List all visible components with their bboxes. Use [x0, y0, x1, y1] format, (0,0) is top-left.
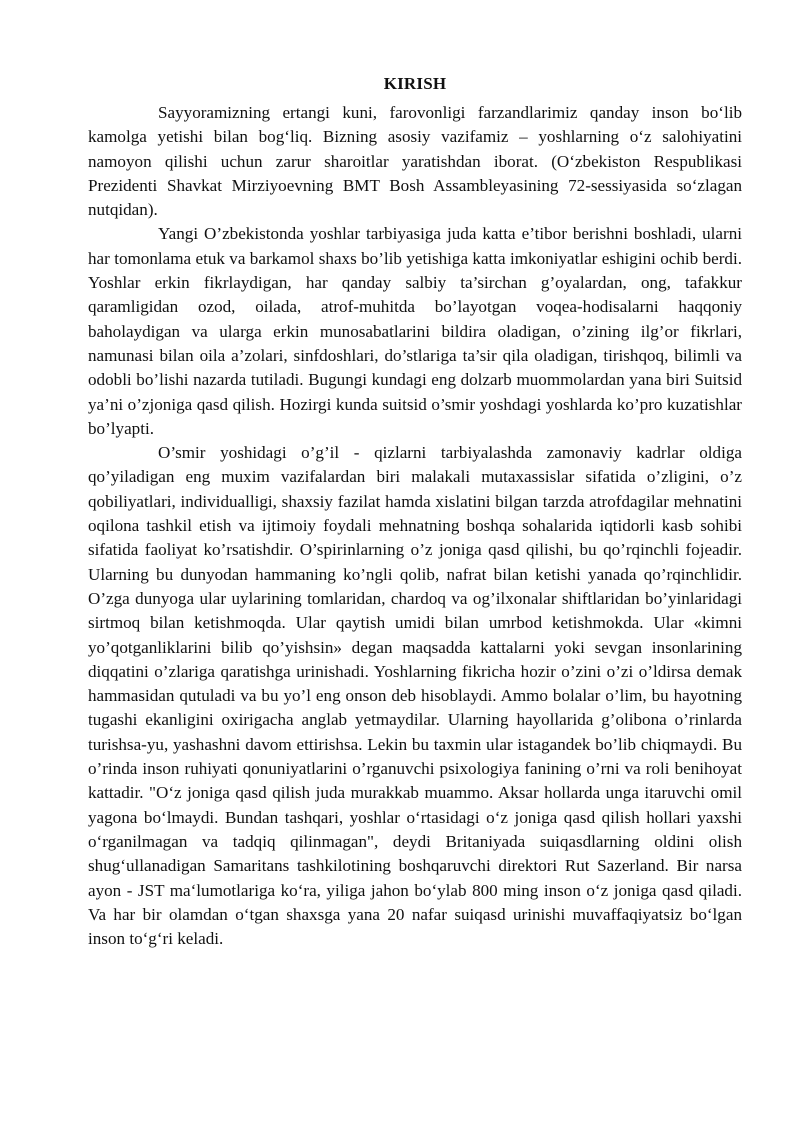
- document-page: [88, 74, 742, 951]
- paragraph-3: O’smir yoshidagi o’g’il - qizlarni tarbiyalashda zamonaviy kadrlar oldiga qo’yiladigan eng muxim vazifalardan biri malakali mutaxassislar sifatida o’zligini, o’z qobiliyatlari, individualligi, shaxsiy fazilat hamda xislatini bilgan tarzda atrofdagilar mehnatini oqilona tashkil etish va ijtimoiy foydali mehnatning boshqa sohalarida iqtidorli kasb sohibi sifatida faoliyat ko’rsatishdir. O’spirinlarning o’z joniga qasd qilishi, bu qo’rqinchli fojeadir. Ularning bu dunyodan hammaning ko’ngli qolib, nafrat bilan ketishi yanada qo’rqinchlidir. O’zga dunyoga ular uylarining tomlaridan, chardoq va og’ilxonalar shiftlaridan bo’yinlaridagi sirtmoq bilan ketishmoqda. Ular qaytish umidi bilan umrbod ketishmokda. Ular «kimni yo’qotganliklarini bilib qo’yishsin» degan maqsadda kattalarni yoki sevgan insonlarining diqqatini o’zlariga qaratishga urinishadi. Yoshlarning fikricha hozir o’zini o’zi o’ldirsa demak hammasidan qutuladi va bu yo’l eng onson deb hisoblaydi. Ammo bolalar o’lim, bu hayotning tugashi ekanligini oxirigacha anglab yetmaydilar. Ularning hayollarida g’olibona o’rinlarda turishsa-yu, yashashni davom ettirishsa. Lekin bu taxmin ular istagandek bo’lib chiqmaydi. Bu o’rinda inson ruhiyati qonuniyatlarini o’rganuvchi psixologiya fanining o’rni va roli benihoyat kattadir. "O‘z joniga qasd qilish juda murakkab muammo. Aksar hollarda unga itaruvchi omil yagona bo‘lmaydi. Bundan tashqari, yoshlar o‘rtasidagi o‘z joniga qasd qilish hollari yaxshi o‘rganilmagan va tadqiq qilinmagan", deydi Britaniyada suiqasdlarning oldini olish shug‘ullanadigan Samaritans tashkilotining boshqaruvchi direktori Rut Sazerland. Bir narsa ayon - JST ma‘lumotlariga ko‘ra, yiliga jahon bo‘ylab 800 ming inson o‘z joniga qasd qiladi. Va har bir olamdan o‘tgan shaxsga yana 20 nafar suiqasd urinishi muvaffaqiyatsiz bo‘lgan inson to‘g‘ri keladi.: [88, 443, 742, 949]
- paragraph-2: Yangi O’zbekistonda yoshlar tarbiyasiga juda katta e’tibor berishni boshladi, ularni har tomonlama etuk va barkamol shaxs bo’lib yetishiga katta imkoniyatlar eshigini ochib berdi. Yoshlar erkin fikrlaydigan, har qanday salbiy ta’sirchan g’oyalardan, ong, tafakkur qaramligidan ozod, oilada, atrof-muhitda bo’layotgan voqea-hodisalarni haqqoniy baholaydigan va ularga erkin munosabatlarini bildira oladigan, o’zining ilg’or fikrlari, namunasi bilan oila a’zolari, sinfdoshlari, do’stlariga ta’sir qila oladigan, tirishqoq, bilimli va odobli bo’lishi nazarda tutiladi. Bugungi kundagi eng dolzarb muommolardan yana biri Suitsid ya’ni o’zjoniga qasd qilish. Hozirgi kunda suitsid o’smir yoshdagi yoshlarda ko’pro kuzatishlar bo’lyapti.: [88, 224, 742, 438]
- paragraph-1: Sayyoramizning ertangi kuni, farovonligi farzandlarimiz qanday inson bo‘lib kamolga yetishi bilan bog‘liq. Bizning asosiy vazifamiz – yoshlarning o‘z salohiyatini namoyon qilishi uchun zarur sharoitlar yaratishdan iborat. (O‘zbekiston Respublikasi Prezidenti Shavkat Mirziyoevning BMT Bosh Assambleyasining 72-sessiyasida so‘zlagan nutqidan).: [88, 103, 742, 220]
- page-title: KIRISH: [383, 74, 447, 93]
